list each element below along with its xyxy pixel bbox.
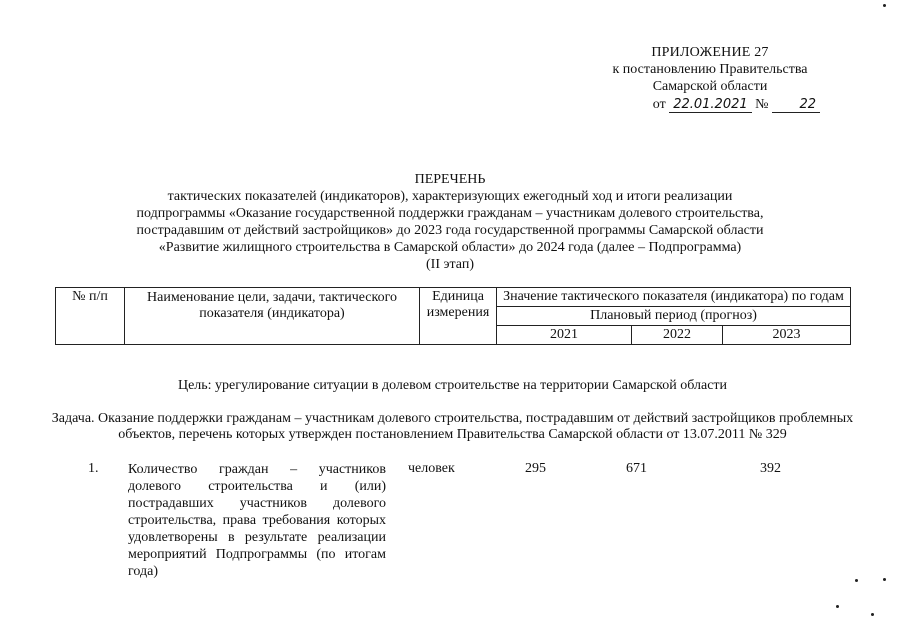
heading-title: ПЕРЕЧЕНЬ (414, 172, 486, 187)
scan-speck (883, 578, 886, 581)
year-2022-header: 2022 (632, 326, 723, 345)
heading-line: подпрограммы «Оказание государственной поддержки гражданам – участникам долевого строительства, (136, 206, 764, 221)
scan-speck (836, 605, 839, 608)
col-name-header: Наименование цели, задачи, тактического показателя (индикатора) (125, 288, 420, 345)
col-num-header: № п/п (56, 288, 125, 345)
appendix-date-line (560, 96, 860, 113)
number-prefix: № (755, 97, 769, 112)
heading-line: тактических показателей (индикаторов), характеризующих ежегодный ход и итоги реализации (167, 189, 733, 204)
col-unit-header: Единица измерения (420, 288, 497, 345)
appendix-block (560, 44, 860, 113)
col-period-header: Плановый период (прогноз) (497, 307, 851, 326)
scan-speck (871, 613, 874, 616)
appendix-title: ПРИЛОЖЕНИЕ 27 (651, 45, 769, 60)
year-2021-header: 2021 (497, 326, 632, 345)
col-value-header: Значение тактического показателя (индикатора) по годам (497, 288, 851, 307)
year-2023-header: 2023 (723, 326, 851, 345)
date-value: 22.01.2021 (669, 98, 751, 113)
goal-text: Цель: урегулирование ситуации в долевом строительстве на территории Самарской области (177, 378, 728, 393)
value-2023: 392 (760, 461, 781, 476)
indicator-unit: человек (408, 461, 455, 476)
heading-line: пострадавшим от действий застройщиков» до 2023 года государственной программы Самарской области (136, 223, 764, 238)
heading-line: (II этап) (426, 257, 474, 272)
appendix-line1: к постановлению Правительства (612, 62, 808, 77)
heading-line: «Развитие жилищного строительства в Самарской области» до 2024 года (далее – Подпрограмма) (158, 240, 742, 255)
appendix-line2: Самарской области (652, 79, 768, 94)
indicator-name: Количество граждан – участников долевого строительства и (или) пострадавших участников долевого строительства, права требования которых удовлетворены в результате реализации мероприятий Подпрограммы (по итогам года) (128, 462, 386, 579)
scan-speck (883, 4, 886, 7)
document-heading (60, 171, 840, 273)
task-text: Задача. Оказание поддержки гражданам – участникам долевого строительства, пострадавшим от действий застройщиков проблемных объектов, перечень которых утвержден постановлением Правительства Самарской области от 13.07.2011 № 329 (51, 411, 854, 442)
number-value: 22 (772, 98, 820, 113)
indicators-table-header (55, 287, 851, 345)
date-prefix: от (652, 97, 666, 112)
value-2022: 671 (626, 461, 647, 476)
row-number: 1. (88, 461, 99, 476)
value-2021: 295 (525, 461, 546, 476)
scan-speck (855, 579, 858, 582)
